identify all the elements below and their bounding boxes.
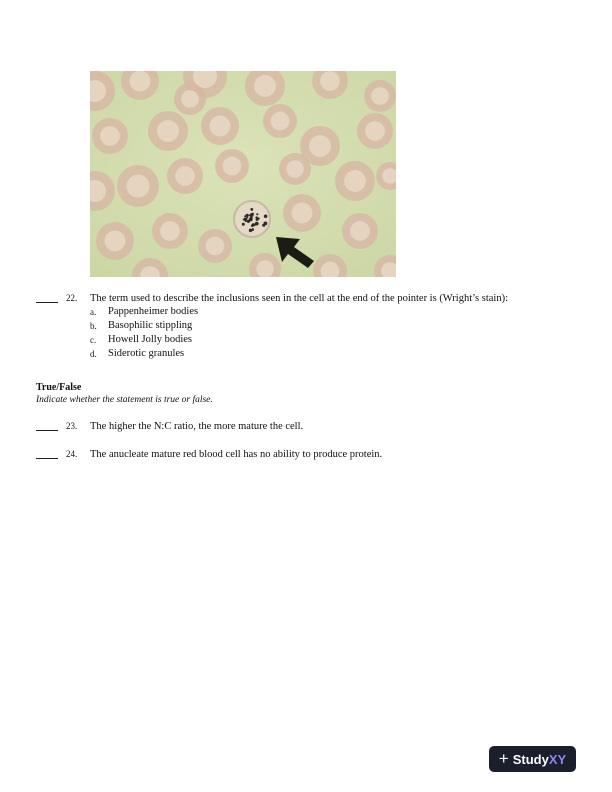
blood-smear-image <box>90 71 396 277</box>
question-number: 24. <box>66 449 78 459</box>
inclusion-granule <box>245 220 247 222</box>
option-letter: d. <box>90 349 97 359</box>
red-blood-cell-pallor <box>371 87 389 105</box>
red-blood-cell-pallor <box>320 71 340 91</box>
red-blood-cell-pallor <box>344 170 366 192</box>
section-instructions: Indicate whether the statement is true or false. <box>36 395 213 405</box>
red-blood-cell-pallor <box>271 112 290 131</box>
inclusion-granule <box>250 208 253 211</box>
inclusion-granule <box>250 213 254 217</box>
red-blood-cell-pallor <box>181 90 199 108</box>
inclusion-granule <box>263 225 265 227</box>
inclusion-granule <box>252 223 255 226</box>
brand-name: StudyXY <box>512 751 567 767</box>
plus-icon: + <box>498 748 509 768</box>
option-text: Howell Jolly bodies <box>108 334 192 345</box>
question-number: 23. <box>66 421 78 431</box>
section-title: True/False <box>36 382 82 393</box>
option-text: Pappenheimer bodies <box>108 306 199 317</box>
studyxy-logo[interactable] <box>489 746 576 772</box>
target-cell <box>234 201 270 237</box>
question-stem: The higher the N:C ratio, the more mature the cell. <box>90 421 304 432</box>
red-blood-cell-pallor <box>350 221 370 241</box>
red-blood-cell-pallor <box>365 121 385 141</box>
red-blood-cell-pallor <box>256 260 274 277</box>
inclusion-granule <box>242 223 245 226</box>
red-blood-cell-pallor <box>105 231 126 252</box>
option-letter: a. <box>90 307 97 317</box>
inclusion-granule <box>252 229 254 231</box>
red-blood-cell-pallor <box>254 75 276 97</box>
question-stem: The anucleate mature red blood cell has no ability to produce protein. <box>90 449 383 460</box>
inclusion-granule <box>256 218 259 221</box>
red-blood-cell-pallor <box>157 120 179 142</box>
answer-blank[interactable] <box>36 448 58 459</box>
option-letter: b. <box>90 321 97 331</box>
inclusion-granule <box>246 214 249 217</box>
red-blood-cell-pallor <box>100 126 120 146</box>
option-letter: c. <box>90 335 97 345</box>
option-text: Basophilic stippling <box>108 320 193 331</box>
answer-blank[interactable] <box>36 420 58 431</box>
inclusion-granule <box>256 213 258 215</box>
red-blood-cell-pallor <box>206 237 225 256</box>
inclusion-granule <box>249 229 252 232</box>
red-blood-cell-pallor <box>286 160 304 178</box>
red-blood-cell-pallor <box>175 166 195 186</box>
red-blood-cell-pallor <box>210 116 231 137</box>
option-text: Siderotic granules <box>108 348 185 359</box>
inclusion-granule <box>249 218 253 222</box>
question-number: 22. <box>66 293 78 303</box>
inclusion-granule <box>264 215 268 219</box>
answer-blank[interactable] <box>36 292 58 303</box>
red-blood-cell-pallor <box>223 157 242 176</box>
red-blood-cell-pallor <box>130 71 151 91</box>
red-blood-cell-pallor <box>160 221 180 241</box>
red-blood-cell-pallor <box>309 135 331 157</box>
question-stem: The term used to describe the inclusions seen in the cell at the end of the pointer is (Wright’s stain): <box>90 293 509 304</box>
red-blood-cell-pallor <box>126 174 149 197</box>
red-blood-cell-pallor <box>292 203 313 224</box>
